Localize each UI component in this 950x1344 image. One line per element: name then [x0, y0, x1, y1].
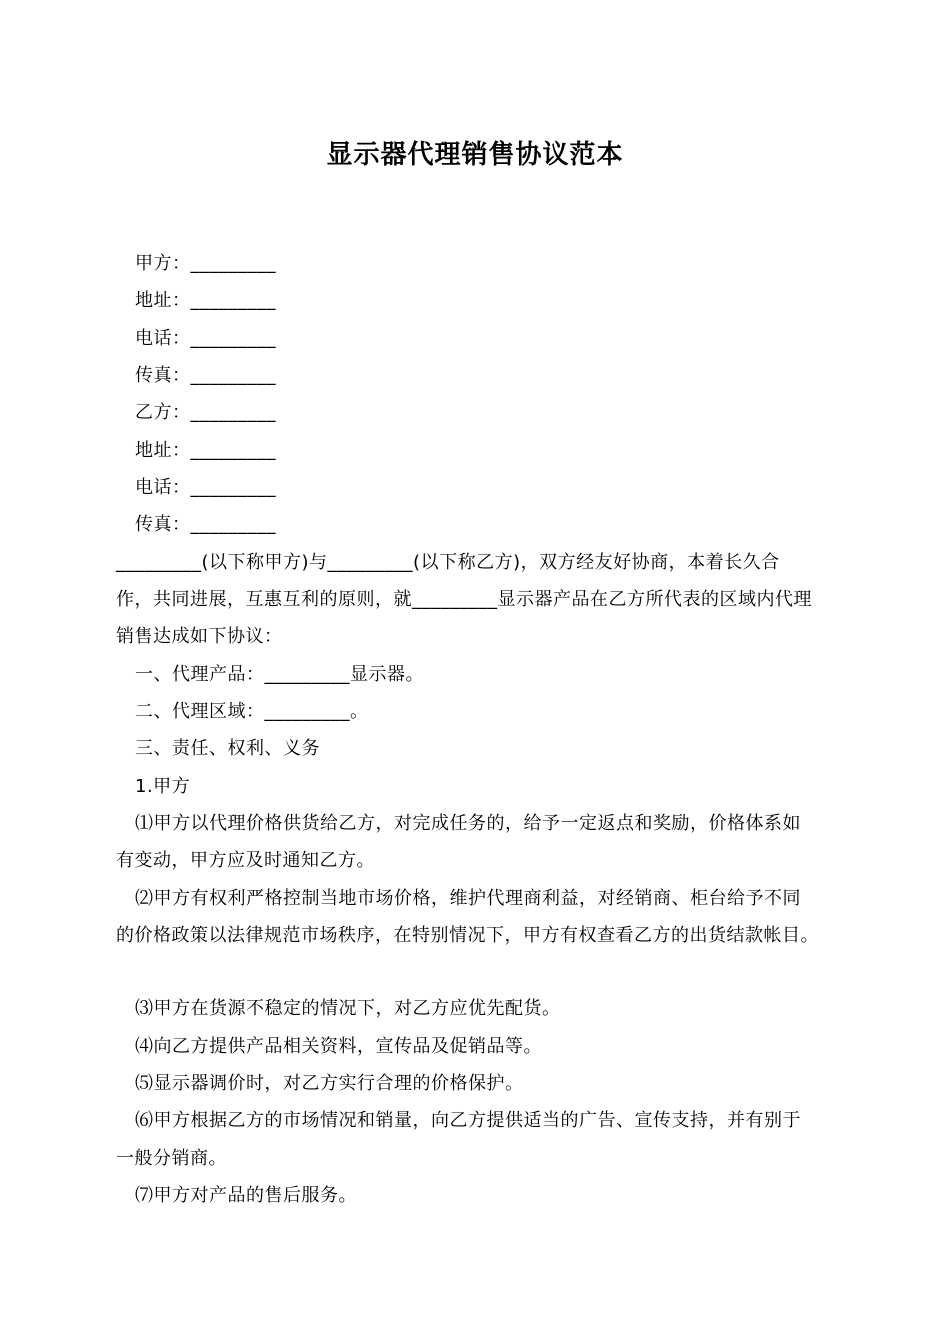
clause-5: ⑸显示器调价时，对乙方实行合理的价格保护。: [135, 1073, 524, 1094]
party-b-address: 地址：_________: [135, 440, 276, 461]
party-b-fax: 传真：_________: [135, 514, 276, 535]
party-a-phone: 电话：_________: [135, 328, 276, 349]
section-duties: 三、责任、权利、义务: [135, 738, 320, 759]
section-region: 二、代理区域：_________。: [135, 701, 369, 722]
clause-3: ⑶甲方在货源不稳定的情况下，对乙方应优先配货。: [135, 998, 561, 1019]
clause-7: ⑺甲方对产品的售后服务。: [135, 1185, 357, 1206]
party-a-name: 甲方：_________: [135, 253, 276, 274]
clause-1-line-2: 有变动，甲方应及时通知乙方。: [116, 850, 375, 871]
intro-line-1: _________(以下称甲方)与_________(以下称乙方)，双方经友好协商，本着长久合: [116, 552, 780, 573]
clause-6-line-1: ⑹甲方根据乙方的市场情况和销量，向乙方提供适当的广告、宣传支持，并有别于: [135, 1110, 801, 1131]
clause-2-line-1: ⑵甲方有权利严格控制当地市场价格，维护代理商利益，对经销商、柜台给予不同: [135, 888, 801, 909]
document-title: 显示器代理销售协议范本: [326, 140, 624, 170]
intro-line-2: 作，共同进展，互惠互利的原则，就_________显示器产品在乙方所代表的区域内代理: [116, 589, 812, 610]
clause-4: ⑷向乙方提供产品相关资料，宣传品及促销品等。: [135, 1036, 542, 1057]
section-product: 一、代理产品：_________显示器。: [135, 664, 424, 685]
clause-1-line-1: ⑴甲方以代理价格供货给乙方，对完成任务的，给予一定返点和奖励，价格体系如: [135, 813, 801, 834]
party-b-name: 乙方：_________: [135, 402, 276, 423]
clause-2-line-2: 的价格政策以法律规范市场秩序，在特别情况下，甲方有权查看乙方的出货结款帐目。: [116, 925, 819, 946]
party-b-phone: 电话：_________: [135, 477, 276, 498]
intro-line-3: 销售达成如下协议：: [116, 626, 283, 647]
clause-6-line-2: 一般分销商。: [116, 1148, 227, 1169]
party-a-fax: 传真：_________: [135, 365, 276, 386]
party-a-heading: 1.甲方: [135, 776, 191, 797]
party-a-address: 地址：_________: [135, 290, 276, 311]
